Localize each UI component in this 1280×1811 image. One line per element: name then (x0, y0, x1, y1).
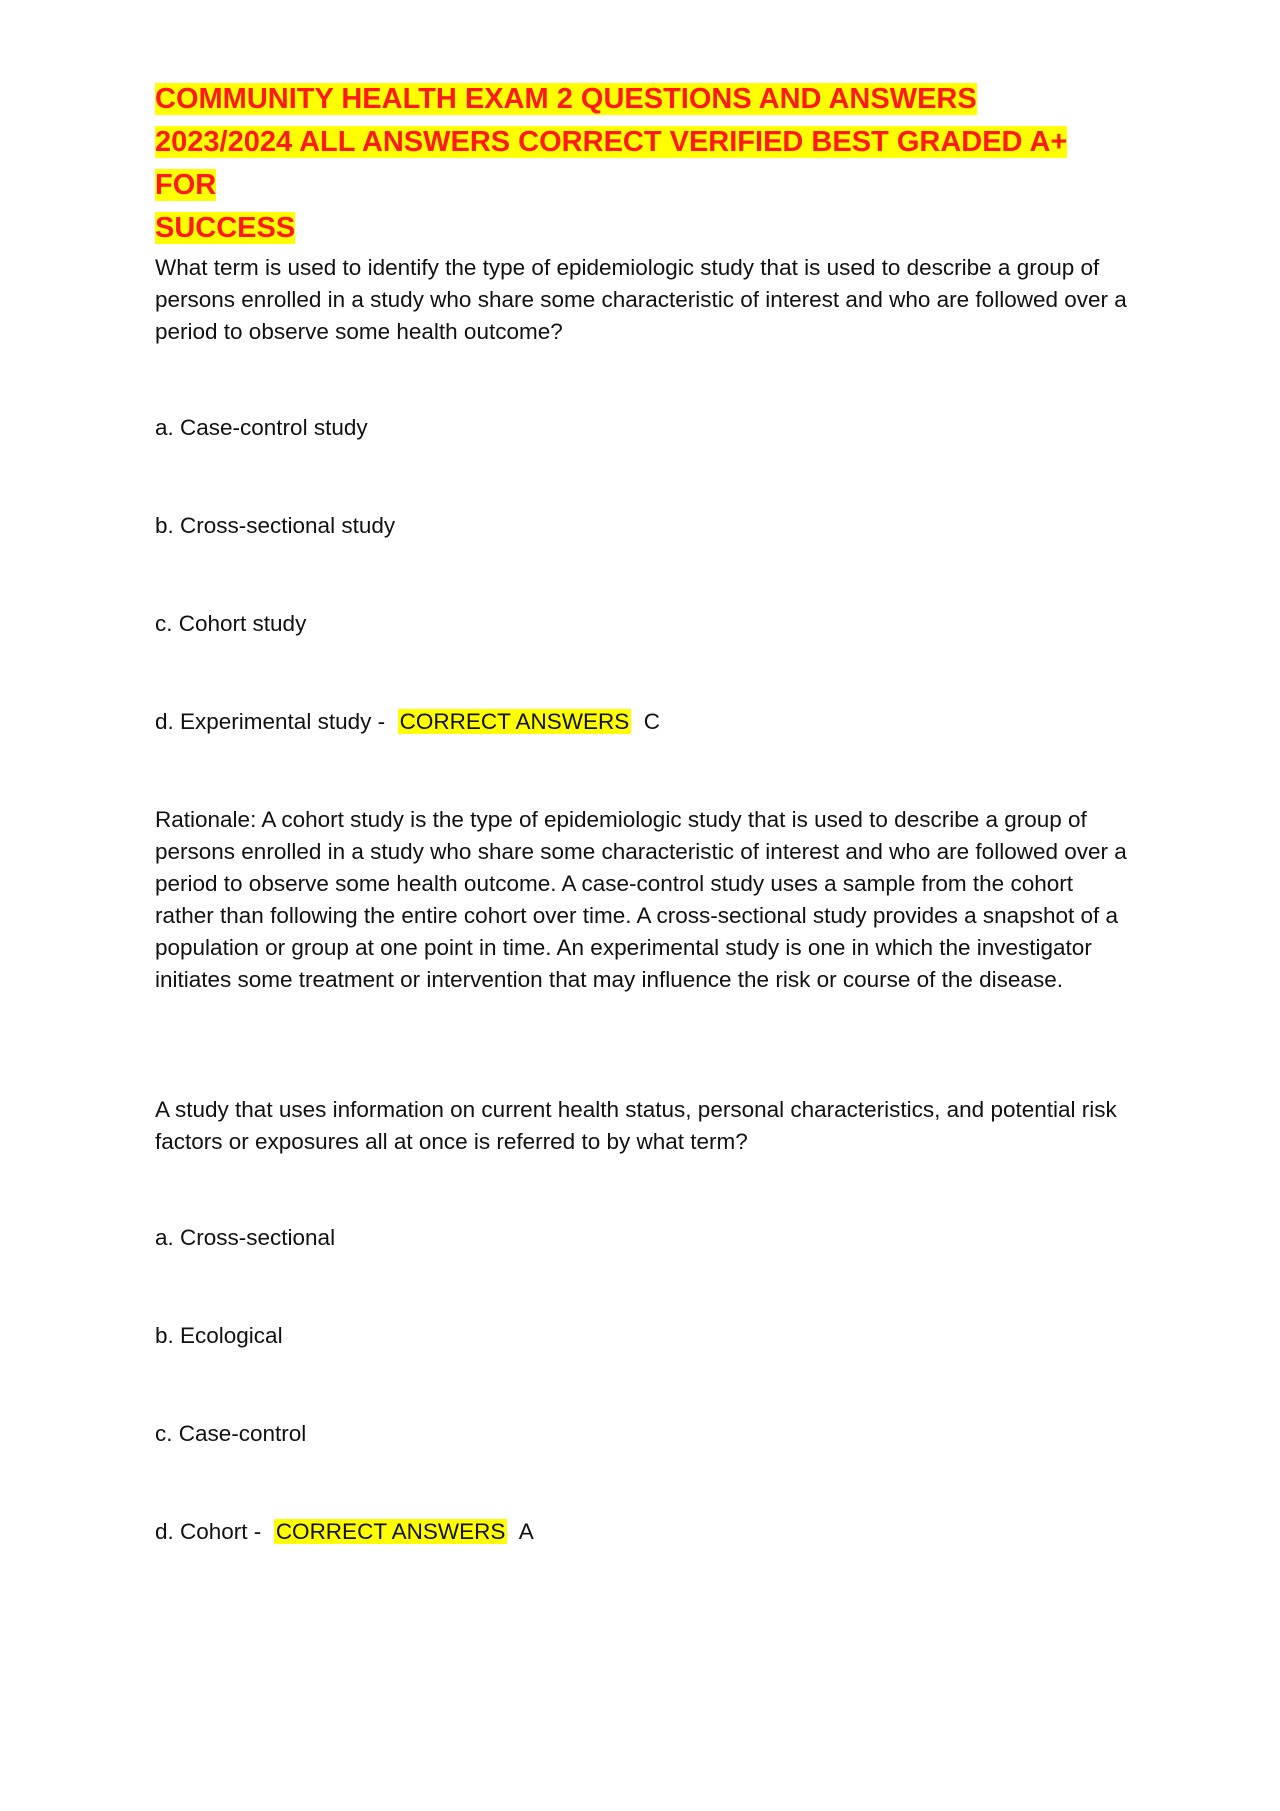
question-1-answer-label: CORRECT ANSWERS (399, 709, 630, 734)
question-2-option-a: a. Cross-sectional (155, 1225, 336, 1250)
question-1-option-c: c. Cohort study (155, 611, 307, 636)
question-2-option-d: d. Cohort - (155, 1519, 262, 1544)
title-line-1: COMMUNITY HEALTH EXAM 2 QUESTIONS AND ANSWERS (155, 83, 977, 115)
document-page (155, 78, 1135, 1544)
question-1-text: What term is used to identify the type of epidemiologic study that is used to describe a group of persons enrolled in a study who share some characteristic of interest and who are followed over a period to observe some health outcome? (155, 255, 1127, 344)
question-1-option-b: b. Cross-sectional study (155, 513, 396, 538)
question-2-text: A study that uses information on current health status, personal characteristics, and potential risk factors or exposures all at once is referred to by what term? (155, 1097, 1117, 1154)
question-2-option-d-row (155, 1516, 534, 1548)
question-1-option-d: d. Experimental study - (155, 709, 386, 734)
question-1-option-a: a. Case-control study (155, 415, 368, 440)
question-2-option-c: c. Case-control (155, 1421, 307, 1446)
question-1-option-d-row (155, 706, 660, 738)
question-1-rationale: Rationale: A cohort study is the type of epidemiologic study that is used to describe a group of persons enrolled in a study who share some characteristic of interest and who are followed over a period to observe some health outcome. A case-control study uses a sample from the cohort rather than following the entire cohort over time. A cross-sectional study provides a snapshot of a population or group at one point in time. An experimental study is one in which the investigator initiates some treatment or intervention that may influence the risk or course of the disease. (155, 807, 1127, 992)
question-2-answer-value: A (518, 1519, 534, 1544)
question-2-answer-label: CORRECT ANSWERS (275, 1519, 506, 1544)
document-title (155, 78, 1135, 250)
title-line-3: SUCCESS (155, 212, 296, 244)
title-line-2: 2023/2024 ALL ANSWERS CORRECT VERIFIED BEST GRADED A+ FOR (155, 126, 1068, 201)
question-1-answer-value: C (643, 709, 661, 734)
question-2-option-b: b. Ecological (155, 1323, 283, 1348)
